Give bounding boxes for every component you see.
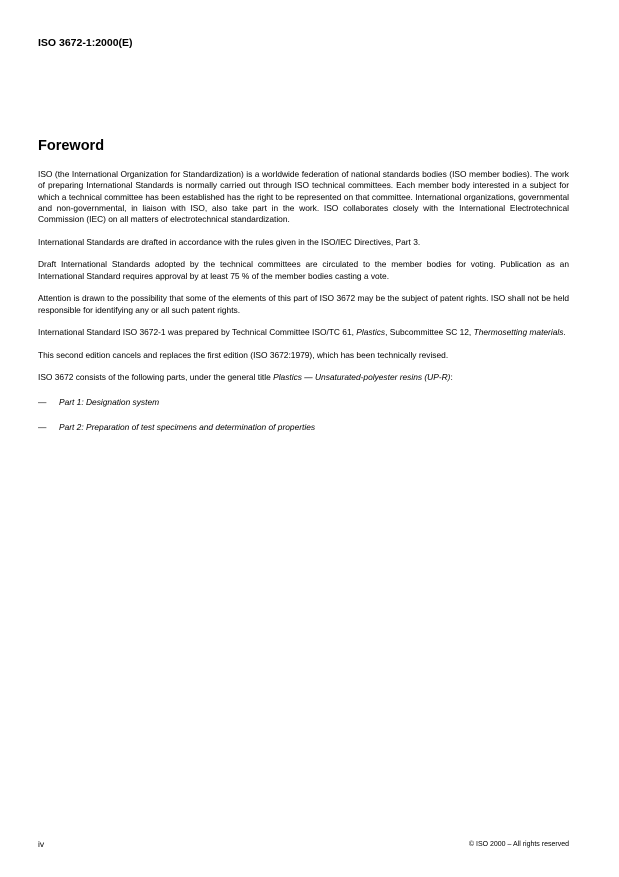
copyright-notice: © ISO 2000 – All rights reserved: [468, 841, 569, 848]
parts-intro-text-1: ISO 3672 consists of the following parts, under the general title: [38, 372, 274, 383]
dash-bullet: —: [38, 421, 47, 432]
dash-bullet: —: [38, 397, 47, 408]
prepared-by-text-3: .: [563, 327, 566, 338]
parts-general-title: Plastics — Unsaturated-polyester resins (UP-R): [273, 372, 451, 383]
list-item-part-2: [38, 422, 569, 433]
paragraph-voting: Draft International Standards adopted by the technical committees are circulated to the member bodies for voting. Publication as an International Standard requires approval by at least 75 % of the member bodies casting a vote.: [38, 259, 569, 281]
paragraph-parts-intro: [38, 372, 569, 383]
page-number: iv: [38, 839, 45, 849]
part-2-title: Part 2: Preparation of test specimens and determination of properties: [59, 421, 316, 432]
paragraph-prepared-by: [38, 327, 569, 338]
part-1-title: Part 1: Designation system: [59, 397, 160, 408]
prepared-by-text-2: , Subcommittee SC 12,: [385, 327, 474, 338]
prepared-by-committee-name: Plastics: [356, 327, 386, 338]
foreword-body: [38, 169, 569, 433]
parts-intro-text-2: :: [450, 372, 453, 383]
prepared-by-text-1: International Standard ISO 3672-1 was prepared by Technical Committee ISO/TC 61,: [38, 327, 357, 338]
document-id: ISO 3672-1:2000(E): [38, 37, 133, 49]
paragraph-edition-note: This second edition cancels and replaces the first edition (ISO 3672:1979), which has been technically revised.: [38, 349, 449, 360]
page-title: Foreword: [38, 138, 105, 154]
paragraph-drafting-rules: International Standards are drafted in accordance with the rules given in the ISO/IEC Directives, Part 3.: [38, 236, 421, 247]
paragraph-iso-overview: ISO (the International Organization for Standardization) is a worldwide federation of national standards bodies (ISO member bodies). The work of preparing International Standards is normally carried out through ISO technical committees. Each member body interested in a subject for which a technical committee has been established has the right to be represented on that committee. International organizations, governmental and non-governmental, in liaison with ISO, also take part in the work. ISO collaborates closely with the International Electrotechnical Commission (IEC) on all matters of electrotechnical standardization.: [38, 169, 569, 225]
paragraph-patent-rights: Attention is drawn to the possibility that some of the elements of this part of ISO 3672 may be the subject of patent rights. ISO shall not be held responsible for identifying any or all such patent rights.: [38, 293, 569, 315]
prepared-by-subcommittee-name: Thermosetting materials: [473, 327, 564, 338]
list-item-part-1: [38, 397, 569, 408]
